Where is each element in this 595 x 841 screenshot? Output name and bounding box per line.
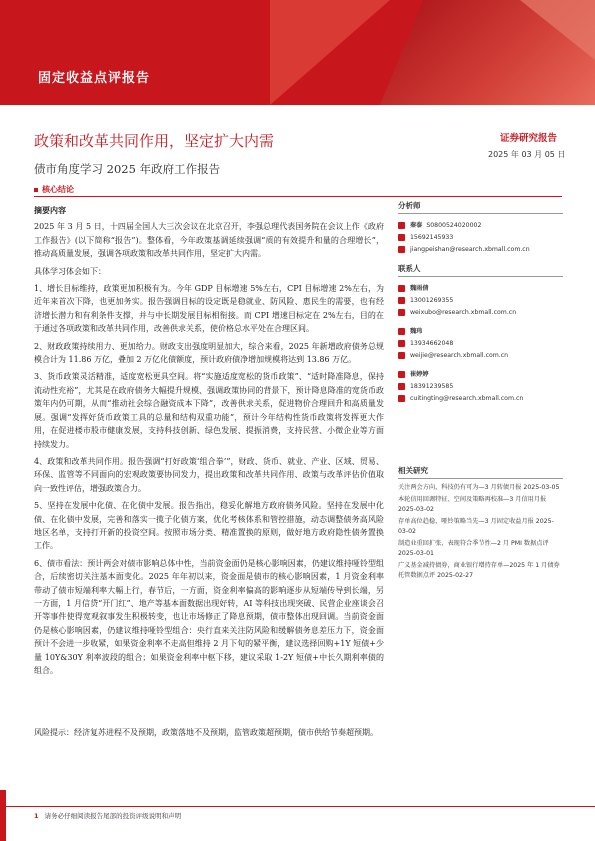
- related-item[interactable]: 本轮信用回调特征、空间及策略再校准—3 月信用月报 2025-03-02: [398, 496, 547, 513]
- contact-name: 魏玮: [410, 328, 423, 335]
- report-subtitle: 债市角度学习 2025 年政府工作报告: [34, 162, 221, 176]
- summary-body: [34, 204, 384, 681]
- contact-name: 魏雨倩: [410, 285, 429, 292]
- contact-email[interactable]: cuitingting@research.xbmall.com.cn: [410, 395, 524, 402]
- person-icon: [398, 285, 405, 292]
- analyst-name: 秦泰: [410, 222, 423, 229]
- contact-name: 崔婷婷: [410, 371, 429, 378]
- summary-lead: 具体学习体会如下：: [34, 266, 106, 276]
- disclaimer-text: 请务必仔细阅读报告尾部的投资评级说明和声明: [44, 812, 182, 820]
- page-number: 1: [34, 812, 39, 820]
- banner-title: 固定收益点评报告: [38, 71, 151, 86]
- contact-card: [398, 369, 563, 405]
- contacts-heading: 联系人: [398, 263, 563, 277]
- phone-icon: [398, 297, 405, 304]
- section-label: 核心结论: [34, 184, 74, 195]
- contact-phone: 18391239585: [410, 383, 454, 390]
- contact-phone: 13934662048: [410, 340, 454, 347]
- summary-point-3: 3、货币政策灵活精准，适度宽松更具空间。将“实施适度宽松的货币政策”、“适时降准降息，保持流动性充裕”，尤其是在政府债务大幅提升规模、强调政策协同的背景下，预计降息降准的宽货币政策年内仍可期，从而“推动社会综合融资成本下降”，改善供求关系，促进物价合理回升和高质量发展。强调“发挥好货币政策工具的总量和结构双重功能”，预计今年结构性货币政策将发挥更大作用，在促进楼市股市健康发展，支持科技创新、绿色发展、提振消费，支持民营、小微企业等方面持续发力。: [34, 372, 384, 449]
- related-item[interactable]: 存单高位趋稳，哑铃策略当先—3 月固定收益月报 2025-03-02: [398, 518, 554, 535]
- report-title: 政策和改革共同作用，坚定扩大内需: [34, 132, 275, 150]
- mail-icon: [398, 309, 405, 316]
- related-item[interactable]: 广义基金减持债券，商业银行增持存单—2025 年 1 月债券托管数据点评 2025-02-27: [398, 562, 560, 579]
- analyst-panel: [398, 200, 563, 412]
- analyst-heading: 分析师: [398, 200, 563, 214]
- summary-point-1: 1、增长目标维持，政策更加积极有为。今年 GDP 目标增速 5%左右，CPI 目标增速 2%左右，为近年来首次下降，也更加务实。报告强调目标的设定既是稳就业、防风险、惠民生的需要，也有经济增长潜力和有利条件支撑，并与中长期发展目标相衔接。而 CPI 增速目标定在 2%左右，目的在于通过各项政策和改革共同作用，改善供求关系，使价格总水平处在合理区间。: [34, 284, 384, 334]
- summary-point-2: 2、财政政策持续用力、更加给力。财政支出强度明显加大，综合来看，2025 年新增政府债务总规模合计为 11.86 万亿，叠加 2 万亿化债额度，预计政府债净增加规模将达到 13.86 万亿。: [34, 341, 384, 365]
- related-research: [398, 466, 563, 583]
- mail-icon: [398, 395, 405, 402]
- mail-icon: [398, 246, 405, 253]
- analyst-phone: 15692145933: [410, 234, 454, 241]
- report-type: 证券研究报告: [500, 133, 558, 144]
- summary-intro: 2025 年 3 月 5 日，十四届全国人大三次会议在北京召开，李强总理代表国务院在会议上作《政府工作报告》(以下简称“报告”)。整体看，今年政策基调延续强调“质的有效提升和量的合理增长”，推动高质量发展，强调各项政策和改革共同作用，坚定扩大内需。: [34, 222, 384, 259]
- phone-icon: [398, 234, 405, 241]
- divider: [34, 196, 562, 197]
- footer-divider: [0, 806, 595, 807]
- person-icon: [398, 328, 405, 335]
- footer-accent: [0, 790, 6, 841]
- footer: [34, 811, 181, 820]
- contact-card: [398, 326, 563, 362]
- report-date: 2025 年 03 月 05 日: [488, 150, 566, 159]
- phone-icon: [398, 340, 405, 347]
- related-heading: 相关研究: [398, 466, 563, 479]
- summary-heading: 摘要内容: [34, 205, 66, 215]
- summary-point-4: 4、政策和改革共同作用。报告强调“打好政策‘组合拳’”，财政、货币、就业、产业、区域、贸易、环保、监管等不同面向的宏观政策要协同发力，提出政策和改革共同作用、政策与改革评估价值取向一致性评估，增强政策合力。: [34, 456, 384, 493]
- analyst-cert: S0800524020002: [426, 222, 482, 229]
- related-item[interactable]: 制造业重回扩张，表现符合季节性—2 月 PMI 数据点评 2025-03-01: [398, 540, 549, 557]
- summary-point-5: 5、坚持在发展中化债、在化债中发展。报告指出，稳妥化解地方政府债务风险。坚持在发展中化债、在化债中发展，完善和落实一揽子化债方案，优化考核体系和管控措施，动态调整债务高风险地区名单，支持打开新的投资空间。按照市场分类、精准置换的原则，做好地方政府隐性债务置换工作。: [34, 501, 384, 551]
- contact-card: [398, 283, 563, 319]
- analyst-email[interactable]: jiangpeishan@research.xbmall.com.cn: [410, 246, 530, 253]
- mail-icon: [398, 352, 405, 359]
- person-icon: [398, 222, 405, 229]
- contact-email[interactable]: weixubo@research.xbmall.com.cn: [410, 309, 517, 316]
- summary-point-6: 6、债市看法：预计两会对债市影响总体中性，当前资金面仍是核心影响因素，仍建议维持哑铃型组合，后续密切关注基本面变化。2025 年年初以来，资金面是债市的核心影响因素，1 月资金利率带动了债市短端利率大幅上行，春节后，一方面，资金利率偏高的影响逐步从短端传导到长端，另一方面，1 月信贷“开门红”、地产等基本面数据出现好转，AI 等科技出现突破、民营企业座谈会召开等事件使得宽观叙事发生积极转变，也让市场修正了降息预期，债市整体出现回调。当前资金面仍是核心影响因素，仍建议维持哑铃型组合：央行直来关注防风险和缓解债务息差压力下，资金面预计不会进一步收紧，如果资金利率不走高但维持 2 月下旬的紧平衡，建议选择回购+1Y 短债+少量 10Y&30Y 利率波段的组合；如果资金利率中枢下移，建议采取 1-2Y 短债+中长久期利率债的组合。: [34, 558, 384, 675]
- contact-phone: 13001269355: [410, 297, 454, 304]
- contact-email[interactable]: weijie@research.xbmall.com.cn: [410, 352, 509, 359]
- analyst-card: [398, 220, 563, 256]
- risk-warning: 风险提示：经济复苏进程不及预期，政策落地不及预期，监管政策超预期，债市供给节奏超预期。: [34, 728, 378, 737]
- header-banner: [0, 0, 595, 105]
- person-icon: [398, 371, 405, 378]
- related-item[interactable]: 关注两会方向，科技仍有可为—3 月转债月报 2025-03-05: [398, 484, 560, 491]
- banner-decoration: [270, 0, 390, 105]
- phone-icon: [398, 383, 405, 390]
